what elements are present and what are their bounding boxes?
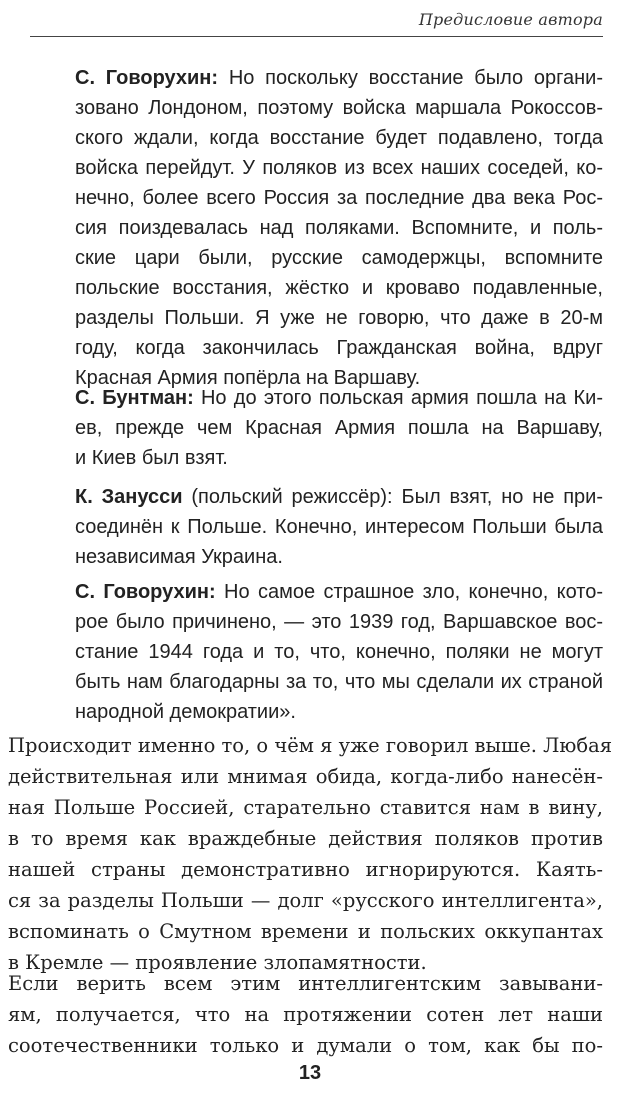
quote-block: С. Говорухин: Но самое страшное зло, конечно, кото- рое было причинено, — это 1939 год, Варшавское вос- стание 1944 года и то, что, конечно, поляки не могут быть нам благодарны за то, что мы сделали их страной народной демократии». bbox=[75, 581, 603, 723]
speaker-name: К. Занусси bbox=[75, 486, 183, 508]
speaker-name: С. Говорухин: bbox=[75, 67, 219, 89]
body-paragraph: Происходит именно то, о чём я уже говорил выше. Любая действительная или мнимая обида, когда-либо нанесён- ная Польше Россией, старательно ставится нам в вину, в то время как враждебные действия поляков против нашей страны демонстративно игнорируются. Каять- ся за разделы Польши — долг «русского интеллигента», вспоминать о Смутном времени и польских оккупантах в Кремле — проявление злопамятности. bbox=[8, 734, 613, 974]
speaker-name: С. Бунтман: bbox=[75, 387, 194, 409]
body-paragraph: Если верить всем этим интеллигентским завывани- ям, получается, что на протяжении сотен лет наши соотечественники только и думали о том, как бы по- bbox=[8, 972, 603, 1057]
running-header: Предисловие автора bbox=[418, 10, 603, 29]
quote-block: С. Бунтман: Но до этого польская армия пошла на Ки- ев, прежде чем Красная Армия пошла на Варшаву, и Киев был взят. bbox=[75, 387, 603, 469]
page-number: 13 bbox=[298, 1062, 322, 1084]
quote-block: К. Занусси (польский режиссёр): Был взят, но не при- соединён к Польше. Конечно, интересом Польши была независимая Украина. bbox=[75, 486, 604, 568]
speaker-name: С. Говорухин: bbox=[75, 581, 216, 603]
quote-block: С. Говорухин: Но поскольку восстание было органи- зовано Лондоном, поэтому войска маршала Рокоссов- ского ждали, когда восстание будет подавлено, тогда войска перейдут. У поляков из всех наших соседей, ко- нечно, более всего Россия за последние два века Рос- сия поиздевалась над поляками. Вспомните, и поль- ские цари были, русские самодержцы, вспомните польские восстания, жёстко и кроваво подавленные, разделы Польши. Я уже не говорю, что даже в 20-м году, когда закончилась Гражданская война, вдруг Красная Армия попёрла на Варшаву. bbox=[75, 67, 604, 389]
header-rule bbox=[30, 36, 603, 37]
